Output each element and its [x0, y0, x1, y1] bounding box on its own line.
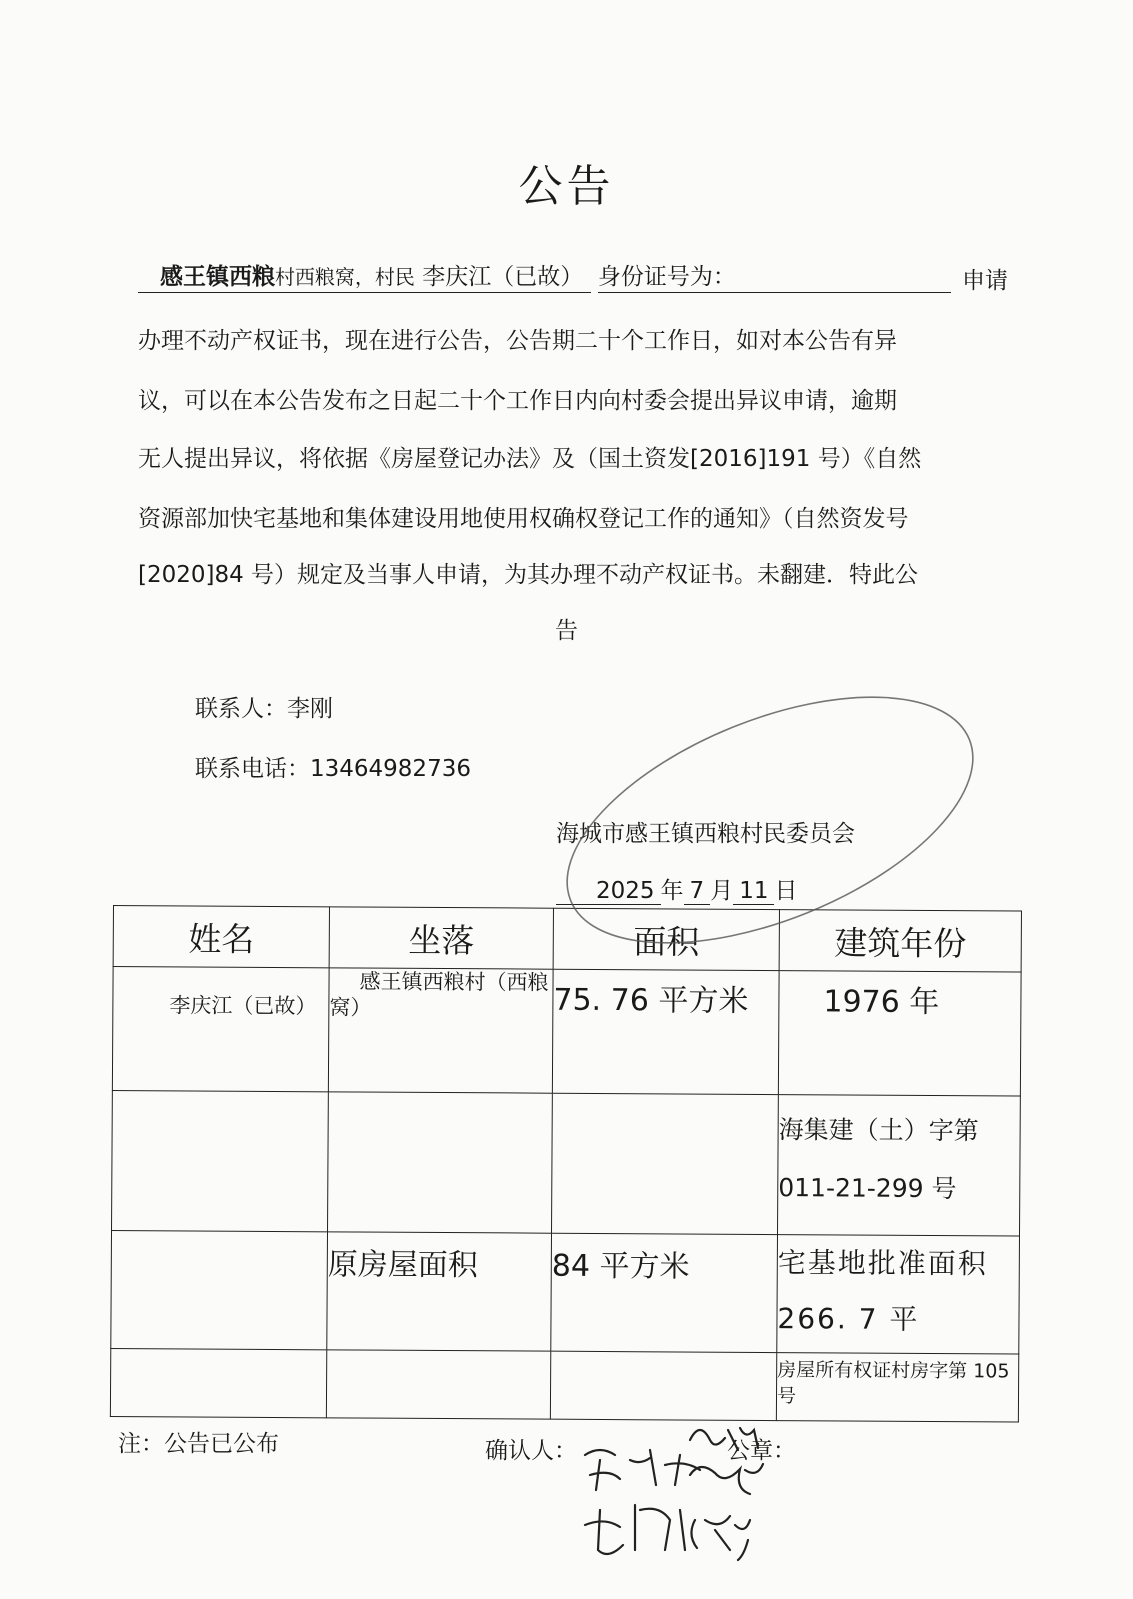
- notice-line: 资源部加快宅基地和集体建设用地使用权确权登记工作的通知》（自然资发号: [138, 506, 909, 532]
- table-row: [112, 1090, 1021, 1236]
- confirm-line: [485, 1432, 796, 1465]
- notice-line: [2020]84 号）规定及当事人申请，为其办理不动产权证书。未翻建．特此公: [138, 562, 919, 588]
- table-row: [112, 967, 1021, 1097]
- header-name: 姓名: [113, 906, 329, 968]
- village-name: 感王镇西粮村西粮窝，村民: [138, 262, 415, 293]
- notice-line: 无人提出异议，将依据《房屋登记办法》及（国土资发[2016]191 号）《自然: [138, 446, 922, 472]
- cell-house-cert: 房屋所有权证村房字第 105 号: [776, 1353, 1018, 1422]
- cell-empty: [552, 1093, 779, 1234]
- header-area: 面积: [553, 908, 779, 970]
- id-number-label: 身份证号为：: [598, 262, 736, 293]
- contact-phone: 联系电话：13464982736: [195, 756, 471, 782]
- cell-empty: [111, 1230, 328, 1349]
- cell-area: 75. 76 平方米: [552, 969, 779, 1094]
- cell-empty: [550, 1351, 776, 1420]
- cell-empty: [328, 1092, 553, 1233]
- confirm-label: 确认人：: [485, 1438, 577, 1464]
- footer-note: 注：公告已公布: [118, 1431, 279, 1457]
- header-location: 坐落: [329, 907, 553, 969]
- cell-original-area: 84 平方米: [551, 1233, 778, 1352]
- notice-last-word: 告: [555, 618, 578, 644]
- villager-name: 李庆江（已故）: [415, 262, 591, 293]
- id-number-blank: [736, 266, 951, 293]
- cell-owner-name: 李庆江（已故）: [112, 967, 329, 1092]
- cell-empty: [326, 1350, 550, 1419]
- issuing-organization: 海城市感王镇西粮村民委员会: [556, 821, 855, 847]
- apply-word: 申请: [962, 268, 1008, 294]
- table-header-row: [113, 906, 1021, 973]
- contact-person: 联系人：李刚: [195, 696, 333, 722]
- land-cert-line: 011-21-299 号: [778, 1173, 957, 1204]
- notice-line: 办理不动产权证书，现在进行公告，公告期二十个工作日，如对本公告有异: [138, 328, 897, 354]
- cell-empty: [112, 1090, 329, 1231]
- cell-build-year: 1976 年: [778, 971, 1021, 1096]
- cell-land-cert: [777, 1095, 1020, 1236]
- table-row: [110, 1348, 1018, 1422]
- registration-table: [110, 905, 1022, 1423]
- notice-line: 议，可以在本公告发布之日起二十个工作日内向村委会提出异议申请，逾期: [138, 388, 897, 414]
- cell-homestead-area: 宅基地批准面积 266. 7 平: [777, 1235, 1020, 1354]
- seal-label: 公章：: [727, 1438, 796, 1464]
- land-cert-line: 海集建（土）字第: [778, 1115, 979, 1146]
- table-row: [111, 1230, 1020, 1354]
- cell-location: 感王镇西粮村（西粮窝）: [328, 968, 553, 1093]
- header-year: 建筑年份: [779, 910, 1021, 972]
- notice-title: 公告: [518, 161, 615, 212]
- issue-date: 2025 年 7 月 11 日: [556, 872, 797, 905]
- cell-empty: [110, 1348, 326, 1417]
- notice-first-line: [138, 262, 1008, 293]
- cell-original-area-label: 原房屋面积: [327, 1232, 552, 1351]
